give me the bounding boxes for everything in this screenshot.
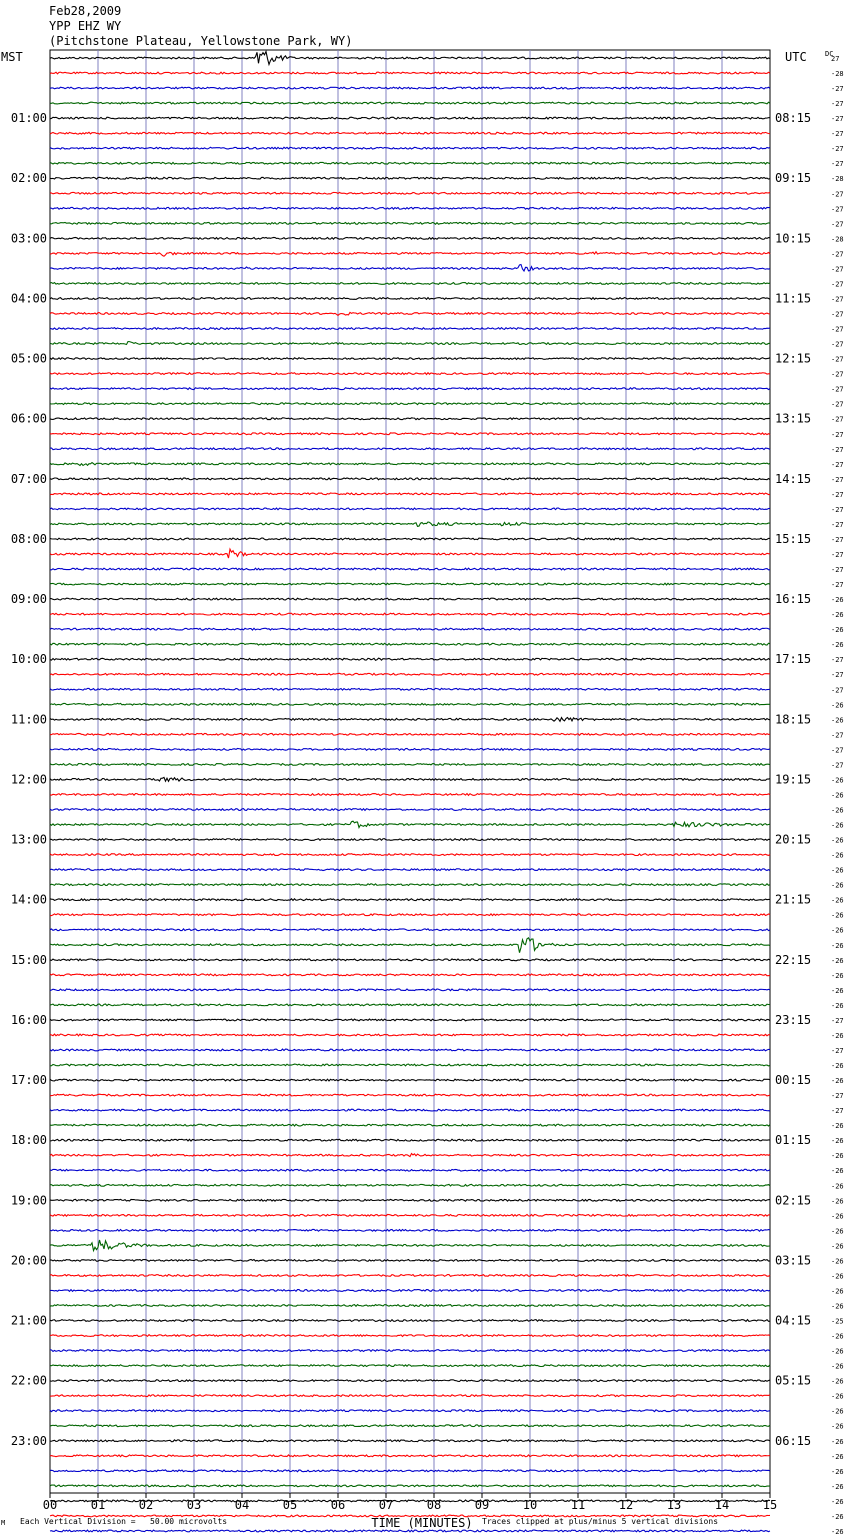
- seismic-trace: [50, 1410, 770, 1412]
- dc-offset-label: -26: [831, 1347, 844, 1356]
- seismic-trace: [50, 628, 770, 630]
- dc-offset-label: -26: [831, 1167, 844, 1176]
- dc-offset-label: -26: [831, 1212, 844, 1221]
- left-hour-label: 20:00: [10, 1253, 47, 1268]
- seismic-trace: [50, 613, 770, 615]
- left-timezone-label: MST: [1, 50, 23, 64]
- seismic-trace: [50, 448, 770, 450]
- left-hour-label: 12:00: [10, 772, 47, 787]
- dc-offset-label: -26: [831, 1287, 844, 1296]
- dc-offset-label: -26: [831, 1062, 844, 1070]
- dc-offset-label: -27: [831, 190, 844, 199]
- dc-offset-label: -26: [831, 1031, 844, 1040]
- seismic-trace: [50, 1500, 770, 1502]
- seismic-trace: [50, 929, 770, 931]
- dc-offset-label: -26: [831, 1452, 844, 1461]
- seismic-trace: [50, 237, 770, 239]
- seismic-trace: [50, 1004, 770, 1006]
- dc-offset-label: -27: [831, 551, 844, 559]
- seismic-trace: [50, 809, 770, 811]
- dc-offset-label: -27: [831, 460, 844, 469]
- dc-offset-label: -26: [831, 1137, 844, 1146]
- left-hour-label: 10:00: [10, 652, 47, 667]
- right-hour-label: 12:15: [775, 351, 812, 366]
- seismic-trace: [50, 222, 770, 224]
- dc-offset-label: -27: [831, 761, 844, 770]
- seismic-trace: [50, 703, 770, 705]
- right-hour-label: 01:15: [775, 1133, 812, 1148]
- seismic-trace: [50, 777, 770, 781]
- seismic-trace: [50, 252, 770, 257]
- dc-offset-label: -27: [831, 490, 844, 499]
- seismic-trace: [50, 1214, 770, 1216]
- seismic-trace: [50, 403, 770, 405]
- dc-offset-label: -26: [831, 806, 844, 815]
- seismic-trace: [50, 342, 770, 345]
- right-hour-label: 08:15: [775, 111, 812, 126]
- dc-offset-label: -26: [831, 1242, 844, 1251]
- dc-offset-label: -27: [831, 415, 844, 424]
- dc-offset-label: -27: [831, 430, 844, 439]
- seismic-trace: [50, 1094, 770, 1096]
- left-hour-label: 03:00: [10, 231, 47, 246]
- seismic-trace: [50, 358, 770, 360]
- seismic-trace: [50, 1530, 770, 1532]
- seismic-trace: [50, 598, 770, 600]
- seismic-trace: [50, 162, 770, 164]
- dc-offset-label: -26: [831, 866, 844, 875]
- seismic-trace: [50, 1365, 770, 1367]
- right-hour-label: 22:15: [775, 952, 812, 967]
- seismic-trace: [50, 72, 770, 74]
- seismic-trace: [50, 147, 770, 149]
- x-tick-label: 02: [138, 1498, 154, 1512]
- dc-offset-label: -26: [831, 1392, 844, 1401]
- left-hour-label: 23:00: [10, 1433, 47, 1448]
- left-hour-label: 22:00: [10, 1373, 47, 1388]
- left-hour-label: 09:00: [10, 592, 47, 607]
- dc-offset-label: -26: [831, 1422, 844, 1431]
- dc-offset-label: -26: [831, 1497, 844, 1506]
- seismic-trace: [50, 673, 770, 675]
- dc-offset-label: -27: [831, 475, 844, 484]
- dc-offset-label: -27: [831, 1092, 844, 1101]
- x-tick-label: 05: [282, 1498, 298, 1512]
- seismic-trace: [50, 748, 770, 750]
- seismic-trace: [50, 854, 770, 856]
- seismic-trace: [50, 1350, 770, 1352]
- left-hour-label: 07:00: [10, 471, 47, 486]
- dc-offset-label: -27: [831, 145, 844, 154]
- dc-offset-label: -26: [831, 776, 844, 785]
- seismic-trace: [50, 538, 770, 540]
- seismic-trace: [50, 549, 770, 558]
- dc-offset-label: -27: [831, 1016, 844, 1025]
- dc-offset-label: -27: [831, 205, 844, 214]
- clip-note: Traces clipped at plus/minus 5 vertical divisions: [482, 1517, 719, 1526]
- dc-offset-label: -26: [831, 1527, 844, 1534]
- seismic-trace: [50, 493, 770, 495]
- dc-offset-label: -26: [831, 881, 844, 890]
- dc-offset-label: -27: [831, 671, 844, 680]
- dc-offset-label: -27: [831, 115, 844, 124]
- right-hour-label: 16:15: [775, 592, 812, 607]
- dc-offset-label: -26: [831, 626, 844, 635]
- seismic-trace: [50, 1395, 770, 1397]
- seismic-trace: [50, 463, 770, 466]
- dc-offset-label: -26: [831, 716, 844, 725]
- dc-offset-label: -26: [831, 611, 844, 620]
- seismic-trace: [50, 821, 770, 827]
- seismic-trace: [50, 733, 770, 735]
- seismic-trace: [50, 1169, 770, 1171]
- seismic-trace: [50, 899, 770, 901]
- right-hour-label: 20:15: [775, 832, 812, 847]
- right-hour-label: 05:15: [775, 1373, 812, 1388]
- left-hour-label: 04:00: [10, 291, 47, 306]
- left-hour-label: 02:00: [10, 171, 47, 186]
- seismic-trace: [50, 1124, 770, 1126]
- x-tick-label: 10: [522, 1498, 538, 1512]
- dc-offset-label: -26: [831, 971, 844, 980]
- x-tick-label: 15: [762, 1498, 778, 1512]
- dc-offset-label: -26: [831, 1437, 844, 1446]
- x-tick-label: 12: [618, 1498, 634, 1512]
- dc-offset-label: -27: [831, 686, 844, 695]
- dc-offset-label: -27: [831, 100, 844, 109]
- right-hour-label: 13:15: [775, 411, 812, 426]
- dc-offset-label: -27: [831, 566, 844, 574]
- right-hour-label: 10:15: [775, 231, 812, 246]
- dc-offset-label: -27: [831, 355, 844, 364]
- dc-offset-label: -26: [831, 1302, 844, 1311]
- x-tick-label: 01: [90, 1498, 106, 1512]
- dc-offset-label: -27: [831, 1107, 844, 1116]
- seismic-trace: [50, 1380, 770, 1382]
- right-hour-label: 04:15: [775, 1313, 812, 1328]
- seismic-trace: [50, 1229, 770, 1231]
- dc-offset-label: -26: [831, 641, 844, 650]
- dc-offset-label: -26: [831, 926, 844, 935]
- seismic-trace: [50, 1064, 770, 1066]
- x-tick-label: 11: [570, 1498, 586, 1512]
- dc-offset-label: -26: [831, 1001, 844, 1010]
- seismic-trace: [50, 1199, 770, 1201]
- seismic-trace: [50, 1425, 770, 1427]
- seismic-trace: [50, 87, 770, 89]
- seismic-trace: [50, 1079, 770, 1081]
- dc-offset-label: -26: [831, 1227, 844, 1236]
- right-hour-label: 23:15: [775, 1012, 812, 1027]
- dc-offset-label: -26: [831, 1482, 844, 1491]
- dc-offset-label: -27: [831, 536, 844, 544]
- seismic-trace: [50, 418, 770, 420]
- x-axis-title: TIME (MINUTES): [371, 1516, 473, 1530]
- dc-offset-label: -26: [831, 596, 844, 605]
- right-timezone-label: UTC: [785, 50, 807, 64]
- dc-offset-label: -26: [831, 1272, 844, 1281]
- title-date: Feb28,2009: [49, 4, 122, 18]
- seismic-trace: [50, 1139, 770, 1141]
- seismic-trace: [50, 1440, 770, 1442]
- dc-label: DC: [825, 50, 834, 58]
- seismic-trace: [50, 1109, 770, 1111]
- left-hour-label: 19:00: [10, 1193, 47, 1208]
- left-hour-label: 05:00: [10, 351, 47, 366]
- seismic-trace: [50, 764, 770, 766]
- seismic-trace: [50, 478, 770, 480]
- seismic-trace: [50, 388, 770, 390]
- left-hour-label: 01:00: [10, 111, 47, 126]
- dc-offset-label: -27: [831, 445, 844, 454]
- right-hour-label: 00:15: [775, 1073, 812, 1087]
- dc-offset-label: -27: [831, 370, 844, 379]
- seismic-trace: [50, 938, 770, 953]
- dc-offset-label: -26: [831, 1257, 844, 1266]
- right-hour-label: 21:15: [775, 892, 812, 907]
- dc-offset-label: -26: [831, 1512, 844, 1521]
- seismic-trace: [50, 1154, 770, 1157]
- dc-offset-label: -26: [831, 1182, 844, 1191]
- x-tick-label: 08: [426, 1498, 442, 1512]
- dc-offset-label: -28: [831, 235, 844, 244]
- dc-offset-label: -27: [831, 656, 844, 665]
- dc-offset-label: -26: [831, 986, 844, 995]
- x-tick-label: 13: [666, 1498, 682, 1512]
- seismic-trace: [50, 265, 770, 271]
- dc-offset-label: -27: [831, 250, 844, 259]
- dc-offset-label: -27: [831, 400, 844, 409]
- seismic-trace: [50, 1320, 770, 1322]
- seismic-trace: [50, 717, 770, 721]
- left-hour-label: 08:00: [10, 532, 47, 546]
- seismic-trace: [50, 839, 770, 841]
- seismic-trace: [50, 1290, 770, 1292]
- seismic-trace: [50, 568, 770, 570]
- seismic-trace: [50, 1335, 770, 1337]
- seismic-trace: [50, 1485, 770, 1487]
- seismic-trace: [50, 207, 770, 209]
- dc-offset-label: -27: [831, 295, 844, 304]
- dc-offset-label: 27: [831, 55, 840, 63]
- left-hour-label: 11:00: [10, 712, 47, 727]
- dc-offset-label: -27: [831, 746, 844, 755]
- dc-offset-label: -26: [831, 1077, 844, 1085]
- seismic-trace: [50, 1240, 770, 1251]
- dc-offset-label: -27: [831, 340, 844, 349]
- left-hour-label: 21:00: [10, 1313, 47, 1328]
- seismic-trace: [50, 508, 770, 510]
- seismic-trace: [50, 433, 770, 435]
- dc-offset-label: -27: [831, 130, 844, 139]
- dc-offset-label: -26: [831, 1407, 844, 1416]
- right-hour-label: 11:15: [775, 291, 812, 306]
- seismic-trace: [50, 1260, 770, 1262]
- right-hour-label: 06:15: [775, 1433, 812, 1448]
- plot-frame: [50, 50, 770, 1493]
- seismic-trace: [50, 328, 770, 330]
- left-hour-label: 06:00: [10, 411, 47, 426]
- dc-offset-label: -26: [831, 1152, 844, 1161]
- title-station: YPP EHZ WY: [49, 19, 122, 33]
- seismic-trace: [50, 102, 770, 104]
- seismic-trace: [50, 643, 770, 645]
- dc-offset-label: -26: [831, 1362, 844, 1371]
- seismic-trace: [50, 914, 770, 916]
- dc-offset-label: -27: [831, 731, 844, 740]
- x-tick-label: 00: [42, 1498, 58, 1512]
- left-hour-label: 16:00: [10, 1012, 47, 1027]
- seismic-trace: [50, 959, 770, 961]
- dc-offset-label: -27: [831, 280, 844, 289]
- seismic-trace: [50, 177, 770, 179]
- x-tick-label: 09: [474, 1498, 490, 1512]
- seismic-trace: [50, 283, 770, 285]
- x-tick-label: 03: [186, 1498, 202, 1512]
- dc-offset-label: -27: [831, 520, 844, 529]
- seismic-trace: [50, 1275, 770, 1277]
- seismic-trace: [50, 1305, 770, 1307]
- right-hour-label: 19:15: [775, 772, 812, 787]
- seismic-trace: [50, 192, 770, 194]
- dc-offset-label: -26: [831, 851, 844, 860]
- left-hour-label: 15:00: [10, 952, 47, 967]
- dc-offset-label: -26: [831, 1332, 844, 1341]
- dc-offset-label: -26: [831, 1122, 844, 1131]
- right-hour-label: 14:15: [775, 471, 812, 486]
- dc-offset-label: -26: [831, 791, 844, 800]
- left-hour-label: 14:00: [10, 892, 47, 907]
- left-hour-label: 18:00: [10, 1133, 47, 1148]
- right-hour-label: 18:15: [775, 712, 812, 727]
- dc-offset-label: -26: [831, 836, 844, 845]
- seismic-trace: [50, 688, 770, 690]
- seismic-trace: [50, 117, 770, 119]
- right-hour-label: 03:15: [775, 1253, 812, 1268]
- right-hour-label: 02:15: [775, 1193, 812, 1208]
- dc-offset-label: -27: [831, 160, 844, 169]
- right-hour-label: 17:15: [775, 652, 812, 667]
- right-hour-label: 15:15: [775, 532, 812, 546]
- dc-offset-label: -27: [831, 325, 844, 334]
- dc-offset-label: -27: [831, 581, 844, 589]
- seismic-trace: [50, 132, 770, 134]
- dc-offset-label: -26: [831, 956, 844, 965]
- seismic-trace: [50, 52, 770, 65]
- dc-offset-label: -26: [831, 701, 844, 710]
- seismic-trace: [50, 298, 770, 300]
- dc-offset-label: -26: [831, 1377, 844, 1386]
- seismic-trace: [50, 1049, 770, 1051]
- seismic-trace: [50, 974, 770, 976]
- seismic-trace: [50, 583, 770, 585]
- dc-offset-label: -28: [831, 70, 844, 78]
- dc-offset-label: -26: [831, 941, 844, 950]
- dc-offset-label: -25: [831, 1317, 844, 1326]
- x-tick-label: 04: [234, 1498, 250, 1512]
- dc-offset-label: -26: [831, 821, 844, 830]
- dc-offset-label: -27: [831, 505, 844, 514]
- seismic-trace: [50, 1455, 770, 1457]
- dc-offset-label: -26: [831, 1467, 844, 1476]
- dc-offset-label: -27: [831, 385, 844, 394]
- left-hour-label: 13:00: [10, 832, 47, 847]
- seismic-trace: [50, 522, 770, 526]
- title-location: (Pitchstone Plateau, Yellowstone Park, WY): [49, 34, 353, 48]
- dc-offset-label: -26: [831, 1197, 844, 1206]
- seismic-trace: [50, 989, 770, 991]
- dc-offset-label: -27: [831, 220, 844, 229]
- seismic-trace: [50, 1184, 770, 1186]
- seismic-trace: [50, 869, 770, 871]
- corner-mark: M: [1, 1519, 6, 1527]
- seismic-trace: [50, 1019, 770, 1021]
- scale-note: Each Vertical Division = 50.00 microvolts: [20, 1517, 228, 1526]
- left-hour-label: 17:00: [10, 1073, 47, 1087]
- x-tick-label: 06: [330, 1498, 346, 1512]
- seismic-trace: [50, 1470, 770, 1472]
- right-hour-label: 09:15: [775, 171, 812, 186]
- dc-offset-label: -27: [831, 85, 844, 94]
- seismic-trace: [50, 1034, 770, 1036]
- seismic-trace: [50, 884, 770, 886]
- dc-offset-label: -26: [831, 911, 844, 920]
- dc-offset-label: -28: [831, 175, 844, 184]
- x-tick-label: 14: [714, 1498, 730, 1512]
- seismic-trace: [50, 658, 770, 660]
- dc-offset-label: -26: [831, 896, 844, 905]
- x-tick-label: 07: [378, 1498, 394, 1512]
- dc-offset-label: -27: [831, 265, 844, 274]
- seismic-trace: [50, 312, 770, 315]
- seismic-trace: [50, 794, 770, 796]
- dc-offset-label: -27: [831, 1047, 844, 1055]
- seismic-trace: [50, 373, 770, 375]
- dc-offset-label: -27: [831, 310, 844, 319]
